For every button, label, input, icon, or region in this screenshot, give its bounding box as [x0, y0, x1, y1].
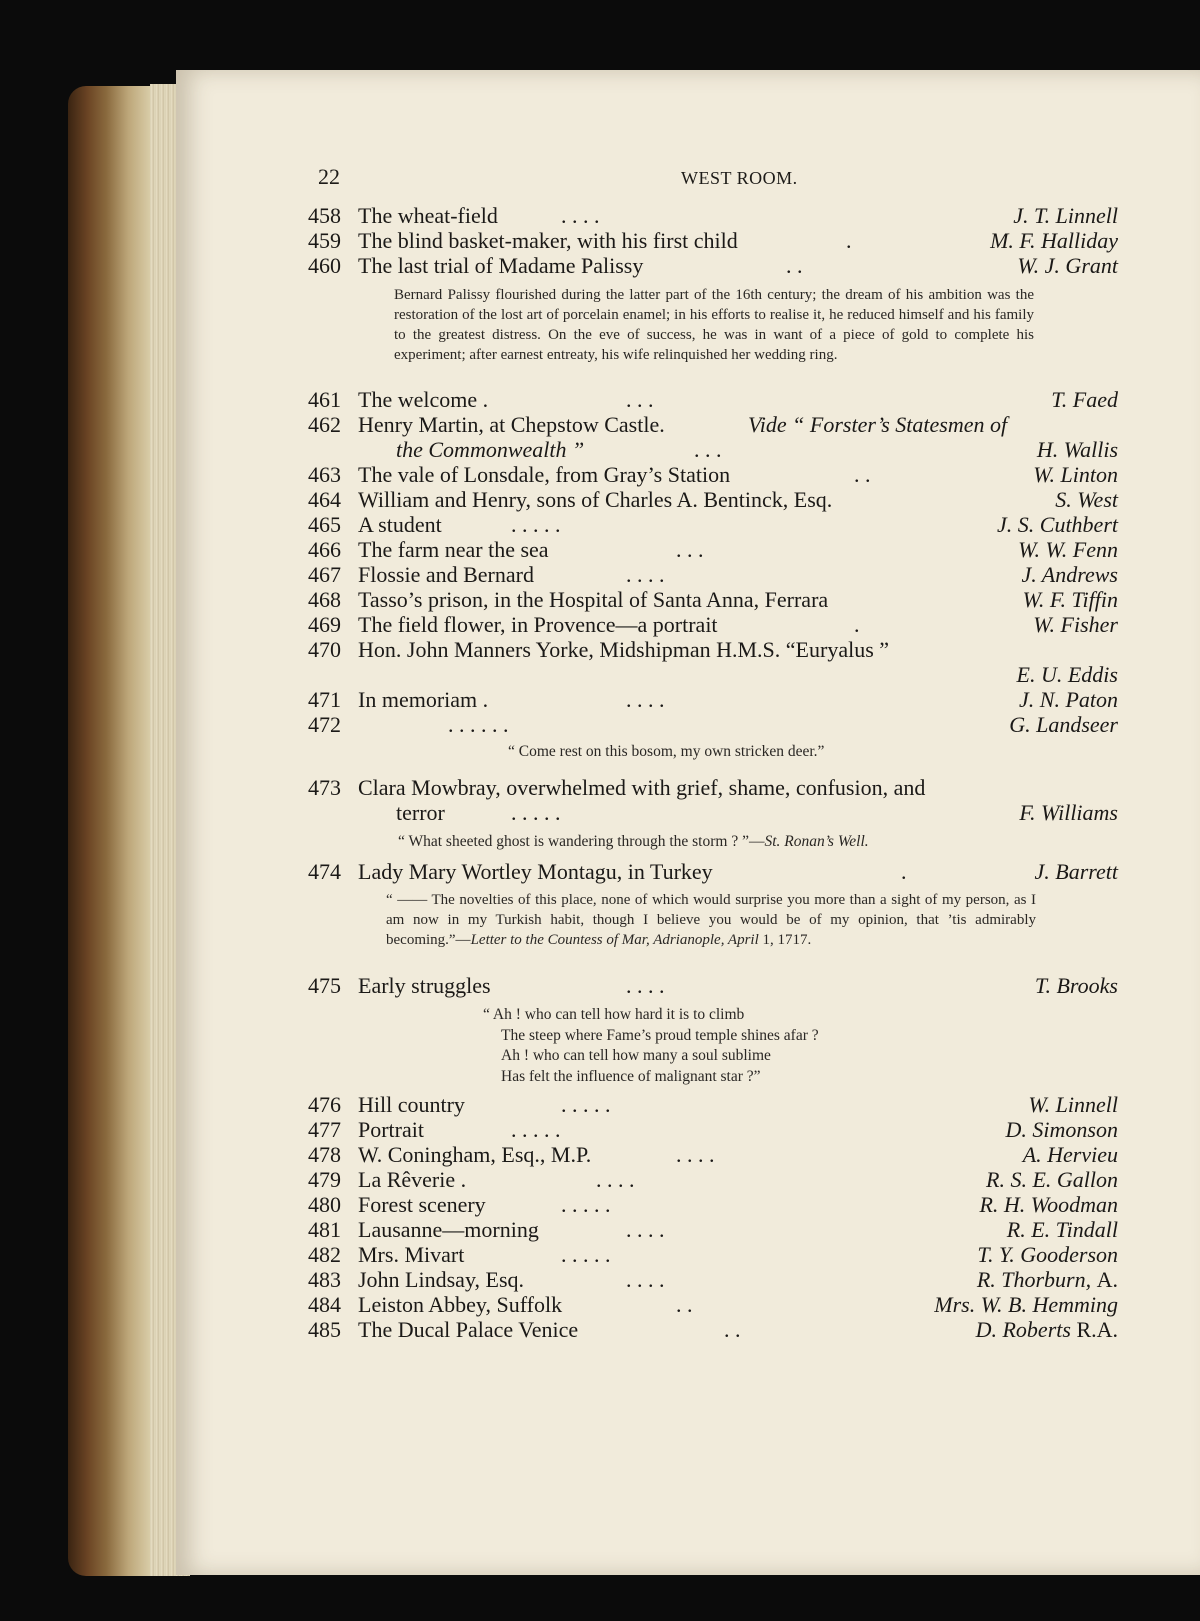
entry-artist: J. T. Linnell: [1013, 203, 1118, 228]
entry-artist: S. West: [1055, 487, 1118, 512]
entry-number: 462: [308, 412, 341, 437]
quote-st-ronans-well: [398, 832, 869, 853]
entry-title: John Lindsay, Esq.: [358, 1267, 525, 1292]
poem-line: Ah ! who can tell how many a soul sublime: [501, 1047, 771, 1064]
catalogue-entry: [176, 1267, 1200, 1293]
entry-number: 471: [308, 687, 341, 712]
poem-line: The steep where Fame’s proud temple shines afar ?: [501, 1026, 819, 1044]
entry-number: 477: [308, 1117, 341, 1142]
entry-artist: W. W. Fenn: [1018, 537, 1118, 562]
entry-number: 464: [308, 487, 341, 512]
entry-title: Henry Martin, at Chepstow Castle.: [358, 412, 665, 437]
poem-line: “ Ah ! who can tell how hard it is to climb: [483, 1006, 745, 1023]
catalogue-entry: [176, 1092, 1200, 1118]
leader-dots: . . . . .: [561, 1092, 611, 1117]
entry-number: 476: [308, 1092, 341, 1117]
artist-suffix: R.A.: [1076, 1317, 1118, 1342]
catalogue-entry: [176, 687, 1200, 713]
leader-dots: . . . .: [626, 1217, 665, 1242]
entry-artist: W. J. Grant: [1017, 253, 1118, 278]
catalogue-entry: [176, 412, 1200, 438]
leader-dots: . . . . . .: [448, 712, 509, 737]
catalogue-entry: [176, 1142, 1200, 1168]
catalogue-entry: [176, 512, 1200, 538]
entry-title: Hill country: [358, 1092, 465, 1117]
catalogue-entry: [176, 859, 1200, 885]
leader-dots: . .: [854, 462, 871, 487]
entry-number: 479: [308, 1167, 341, 1192]
entry-artist: [977, 1267, 1118, 1293]
entry-number: 478: [308, 1142, 341, 1167]
entry-title: Lady Mary Wortley Montagu, in Turkey: [358, 859, 713, 884]
leader-dots: . . . .: [596, 1167, 635, 1192]
entry-number: 461: [308, 387, 341, 412]
artist-name: R. Thorburn,: [976, 1267, 1092, 1292]
entry-number: 472: [308, 712, 341, 737]
entry-title: Hon. John Manners Yorke, Midshipman H.M.S. “Euryalus ”: [358, 637, 890, 662]
entry-title: Lausanne—morning: [358, 1217, 539, 1242]
entry-artist: J. Andrews: [1021, 562, 1118, 587]
catalogue-entry: [176, 973, 1200, 999]
entry-title: A student: [358, 512, 442, 537]
artist-prefix: Mrs.: [934, 1292, 976, 1317]
page-header: [176, 164, 1200, 194]
entry-number: 481: [308, 1217, 341, 1242]
leader-dots: . . . . .: [511, 512, 561, 537]
page-number: 22: [318, 164, 340, 189]
entry-number: 465: [308, 512, 341, 537]
entry-number: 483: [308, 1267, 341, 1292]
entry-artist: R. H. Woodman: [979, 1192, 1118, 1217]
entry-title: William and Henry, sons of Charles A. Bentinck, Esq.: [358, 487, 833, 512]
leader-dots: . .: [676, 1292, 693, 1317]
entry-number: 475: [308, 973, 341, 998]
entry-number: 484: [308, 1292, 341, 1317]
entry-artist: T. Y. Gooderson: [977, 1242, 1118, 1267]
entry-title: In memoriam .: [358, 687, 489, 712]
entry-artist: G. Landseer: [1009, 712, 1118, 737]
entry-artist: T. Faed: [1051, 387, 1118, 412]
entry-number: 458: [308, 203, 341, 228]
entry-number: 482: [308, 1242, 341, 1267]
leader-dots: . .: [724, 1317, 741, 1342]
entry-artist: W. F. Tiffin: [1022, 587, 1118, 612]
entry-title: Leiston Abbey, Suffolk: [358, 1292, 563, 1317]
artist-suffix: A.: [1096, 1267, 1118, 1292]
leader-dots: . . . . .: [511, 1117, 561, 1142]
entry-number: 463: [308, 462, 341, 487]
leader-dots: . . . . .: [561, 1242, 611, 1267]
leader-dots: . . .: [676, 537, 704, 562]
catalogue-entry: [176, 637, 1200, 663]
entry-number: 460: [308, 253, 341, 278]
entry-artist: J. Barrett: [1034, 859, 1118, 884]
catalogue-entry-continued: [176, 437, 1200, 463]
catalogue-entry: [176, 462, 1200, 488]
leader-dots: .: [854, 612, 860, 637]
note-date: 1, 1717.: [758, 932, 812, 948]
entry-title: Forest scenery: [358, 1192, 486, 1217]
entry-title: Clara Mowbray, overwhelmed with grief, shame, confusion, and: [358, 775, 926, 800]
catalogue-entry: [176, 203, 1200, 229]
leader-dots: . . . . .: [511, 800, 561, 825]
entry-title: Portrait: [358, 1117, 424, 1142]
entry-number: 467: [308, 562, 341, 587]
catalogue-entry-continued: [176, 800, 1200, 826]
entry-number: 459: [308, 228, 341, 253]
poem-quote: [483, 1005, 819, 1087]
catalogue-entry: [176, 1217, 1200, 1243]
catalogue-entry: [176, 1317, 1200, 1343]
catalogue-entry: [176, 562, 1200, 588]
entry-title: The field flower, in Provence—a portrait: [358, 612, 718, 637]
entry-number: 470: [308, 637, 341, 662]
catalogue-entry: [176, 387, 1200, 413]
leader-dots: .: [846, 228, 852, 253]
catalogue-entry: [176, 487, 1200, 513]
leader-dots: . . . .: [626, 1267, 665, 1292]
poem-line: Has felt the influence of malignant star ?”: [501, 1067, 761, 1085]
catalogue-entry: [176, 1192, 1200, 1218]
entry-title: The wheat-field: [358, 203, 498, 228]
entry-title: La Rêverie .: [358, 1167, 467, 1192]
leader-dots: . . . .: [676, 1142, 715, 1167]
entry-artist: [976, 1317, 1118, 1343]
note-source: Letter to the Countess of Mar, Adrianople, April: [470, 932, 759, 948]
leader-dots: . . . .: [626, 973, 665, 998]
book-page: [176, 70, 1200, 1575]
leader-dots: . . .: [626, 387, 654, 412]
entry-artist: F. Williams: [1019, 800, 1118, 825]
entry-number: 485: [308, 1317, 341, 1342]
catalogue-entry: [176, 253, 1200, 279]
entry-title: Tasso’s prison, in the Hospital of Santa Anna, Ferrara: [358, 587, 829, 612]
entry-artist: J. S. Cuthbert: [997, 512, 1118, 537]
leader-dots: . . . .: [626, 687, 665, 712]
leader-dots: . .: [786, 253, 803, 278]
entry-title: The vale of Lonsdale, from Gray’s Station: [358, 462, 731, 487]
catalogue-entry: [176, 537, 1200, 563]
entry-number: 480: [308, 1192, 341, 1217]
entry-title: Early struggles: [358, 973, 491, 998]
artist-name: W. B. Hemming: [980, 1292, 1118, 1317]
catalogue-entry: [176, 587, 1200, 613]
running-head: WEST ROOM.: [681, 168, 798, 188]
entry-reference: Vide “ Forster’s Statesmen of: [748, 412, 1008, 437]
catalogue-entry: [176, 1292, 1200, 1318]
note-text: “ —— The novelties of this place, none of which would surprise you more than a sight of my person, as I am now in my Turkish habit, though I believe you would be of my opinion, that ’tis admirably becoming.”—: [386, 892, 1036, 948]
leader-dots: .: [901, 859, 907, 884]
entry-number: 466: [308, 537, 341, 562]
entry-artist: R. S. E. Gallon: [986, 1167, 1118, 1192]
entry-artist: T. Brooks: [1034, 973, 1118, 998]
catalogue-entry: [176, 228, 1200, 254]
leader-dots: . . . .: [561, 203, 600, 228]
catalogue-entry-continued: [176, 662, 1200, 688]
entry-number: 469: [308, 612, 341, 637]
catalogue-entry: [176, 775, 1200, 801]
entry-artist: D. Simonson: [1005, 1117, 1118, 1142]
entry-artist: E. U. Eddis: [1016, 662, 1118, 687]
entry-artist: A. Hervieu: [1022, 1142, 1118, 1167]
entry-number: 468: [308, 587, 341, 612]
entry-artist: W. Linnell: [1028, 1092, 1118, 1117]
entry-title: The last trial of Madame Palissy: [358, 253, 644, 278]
note-montagu: [386, 890, 1036, 950]
entry-artist: H. Wallis: [1036, 437, 1118, 462]
entry-artist: J. N. Paton: [1019, 687, 1118, 712]
catalogue-entry: [176, 1167, 1200, 1193]
leader-dots: . . .: [694, 437, 722, 462]
catalogue-entry: [176, 612, 1200, 638]
artist-name: D. Roberts: [975, 1317, 1071, 1342]
entry-title: Mrs. Mivart: [358, 1242, 465, 1267]
leader-dots: . . . .: [626, 562, 665, 587]
entry-title: The farm near the sea: [358, 537, 549, 562]
quote-stricken-deer: “ Come rest on this bosom, my own stricken deer.”: [508, 743, 825, 760]
entry-reference-continued: the Commonwealth ”: [396, 437, 585, 462]
entry-number: 473: [308, 775, 341, 800]
entry-artist: W. Linton: [1033, 462, 1118, 487]
entry-artist: W. Fisher: [1033, 612, 1118, 637]
entry-title: The blind basket-maker, with his first child: [358, 228, 738, 253]
catalogue-entry: [176, 1117, 1200, 1143]
catalogue-entry: [176, 1242, 1200, 1268]
entry-title: The welcome .: [358, 387, 489, 412]
leader-dots: . . . . .: [561, 1192, 611, 1217]
quote-text: “ What sheeted ghost is wandering through the storm ? ”—: [398, 833, 765, 850]
entry-title-continued: terror: [396, 800, 445, 825]
quote-source: St. Ronan’s Well.: [764, 833, 869, 850]
entry-title: Flossie and Bernard: [358, 562, 534, 587]
entry-artist: M. F. Halliday: [990, 228, 1118, 253]
entry-number: 474: [308, 859, 341, 884]
entry-artist: [934, 1292, 1118, 1318]
entry-artist: R. E. Tindall: [1006, 1217, 1118, 1242]
catalogue-entry: [176, 712, 1200, 738]
note-palissy: Bernard Palissy flourished during the latter part of the 16th century; the dream of his ambition was the restoration of the lost art of porcelain enamel; in his efforts to realise it, he reduced himself and his family to the greatest distress. On the eve of success, he was in want of a piece of gold to complete his experiment; after earnest entreaty, his wife relinquished her wedding ring.: [394, 287, 1034, 363]
entry-title: W. Coningham, Esq., M.P.: [358, 1142, 592, 1167]
entry-title: The Ducal Palace Venice: [358, 1317, 579, 1342]
